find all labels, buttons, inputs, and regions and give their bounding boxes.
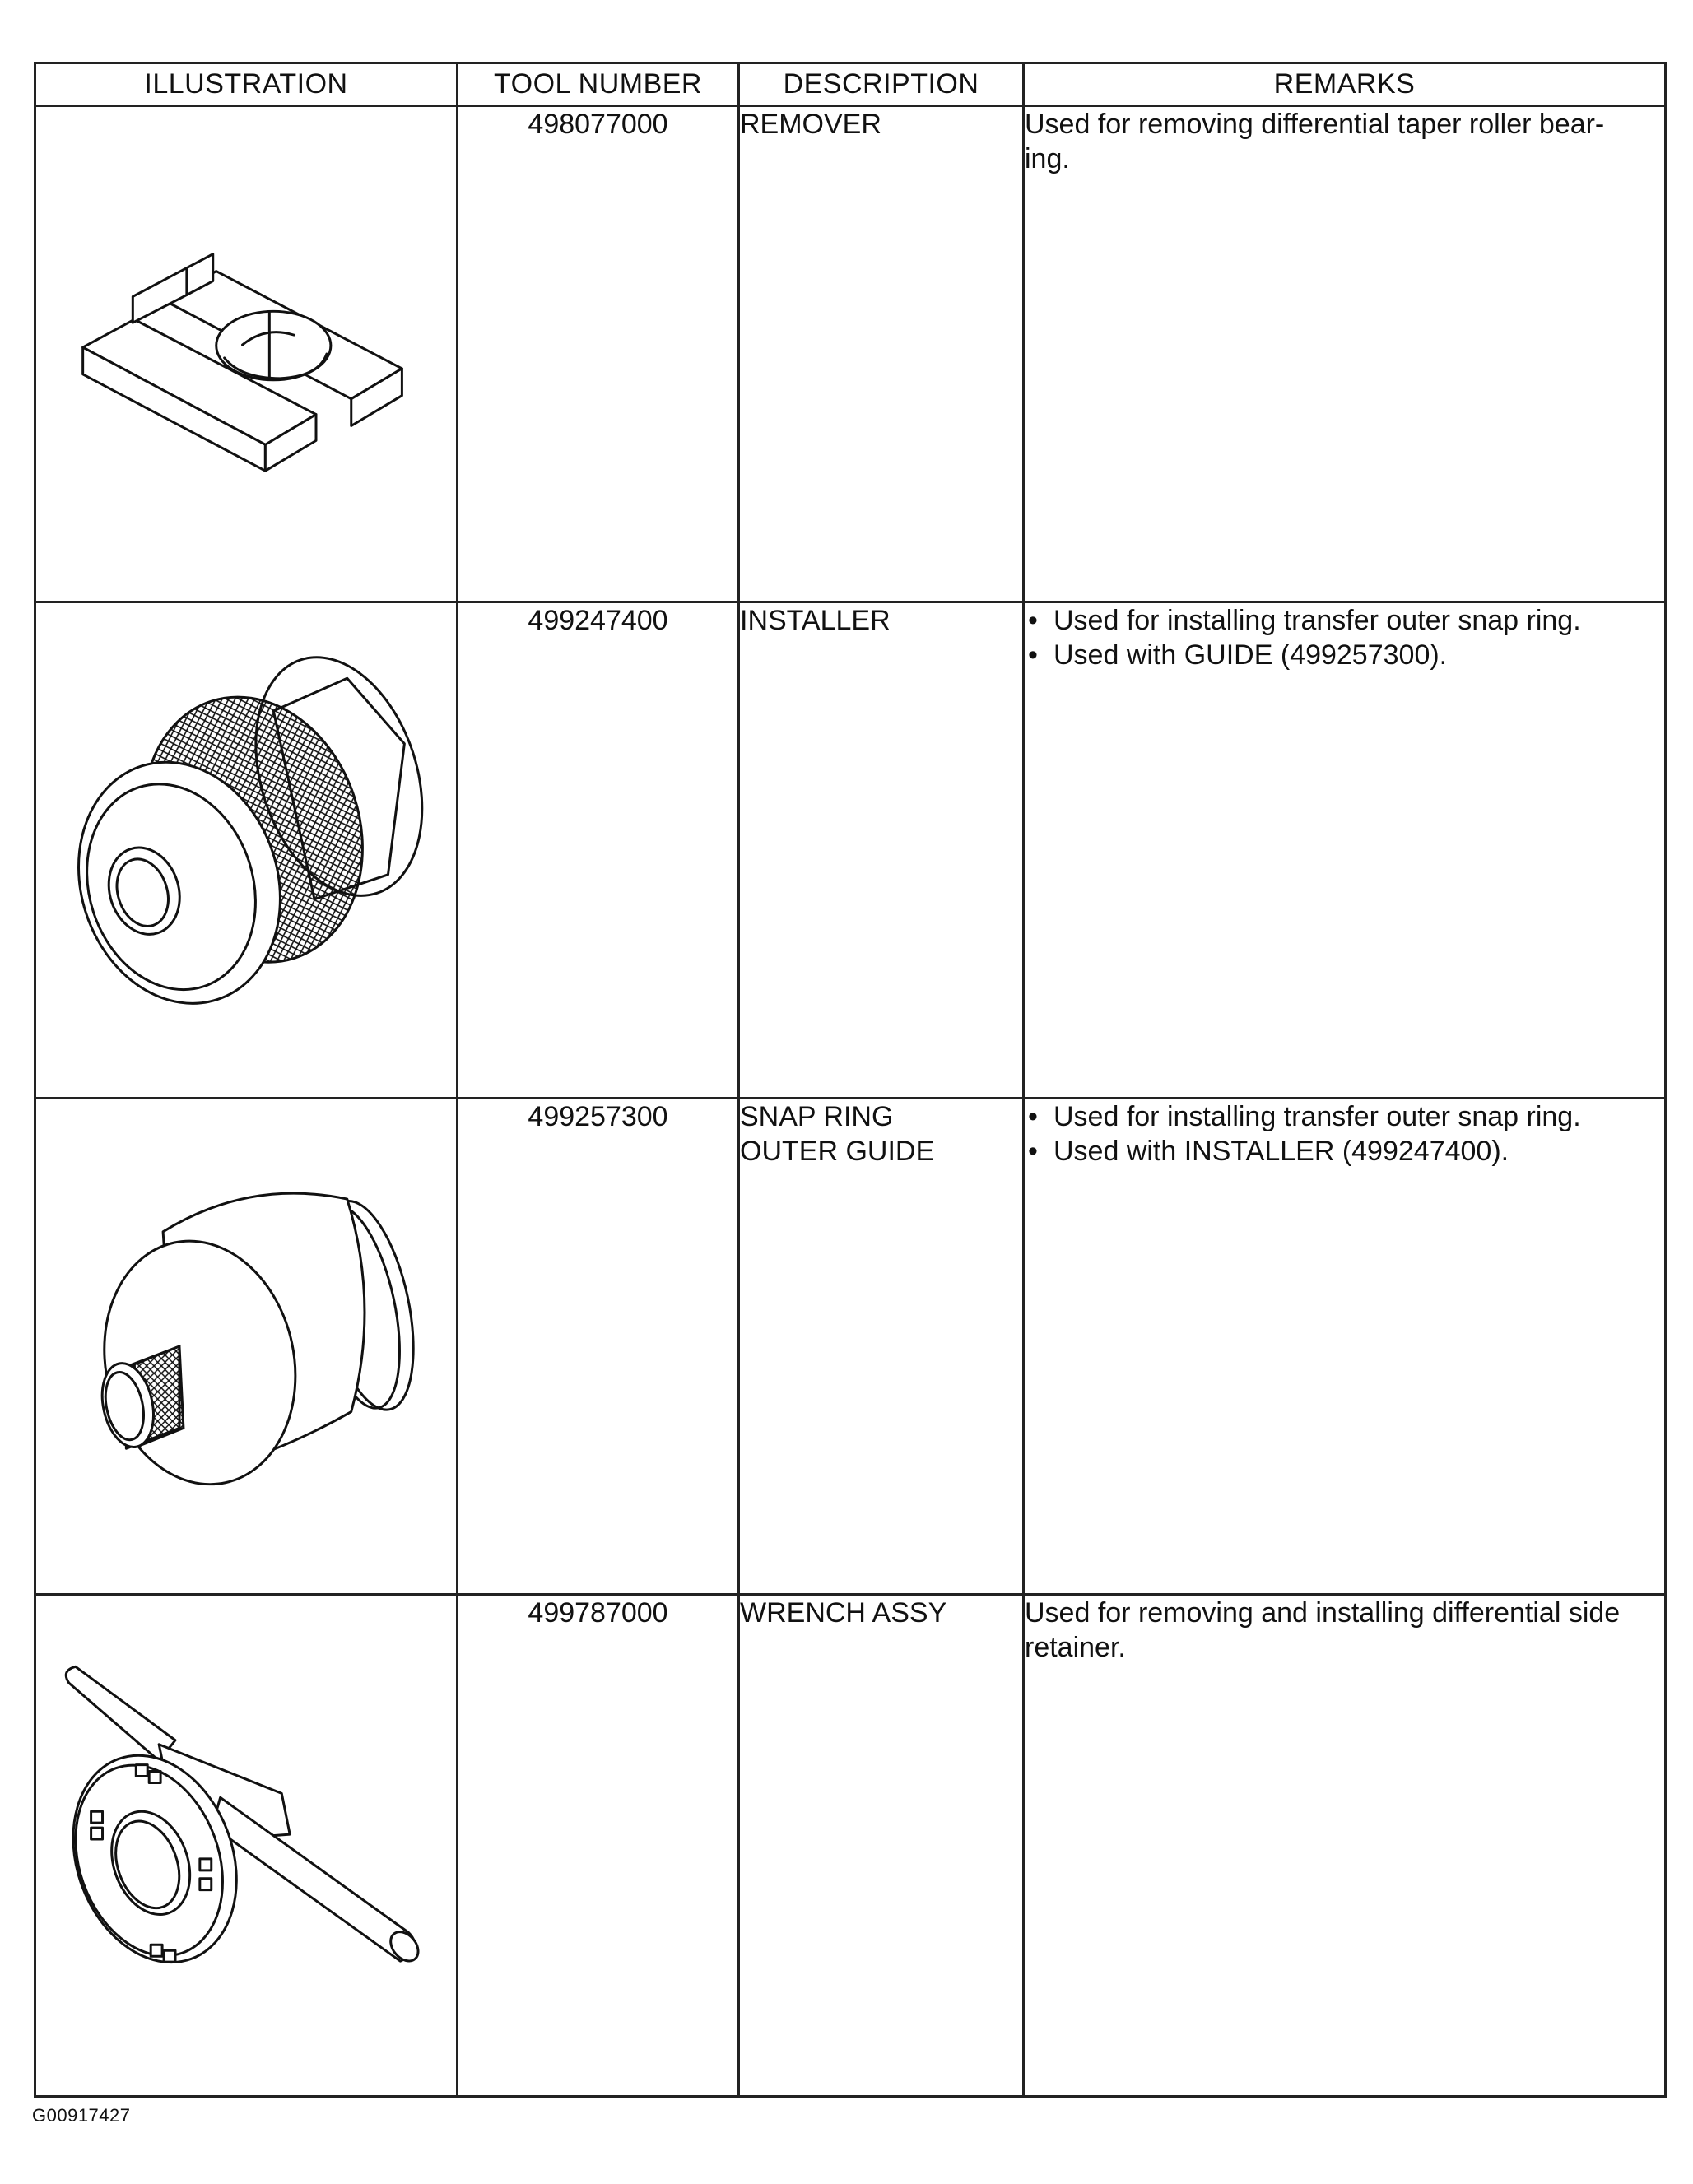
remarks-cell (1024, 106, 1666, 602)
illustration-cell (35, 602, 458, 1099)
illustration-cell (35, 106, 458, 602)
remarks-cell (1024, 1099, 1666, 1595)
special-tools-table (34, 62, 1667, 2098)
table-row (35, 1099, 1666, 1595)
figure-id: G00917427 (32, 2105, 131, 2126)
description-cell (739, 1595, 1024, 2097)
header-remarks: REMARKS (1024, 63, 1666, 106)
tool-number-cell: 498077000 (458, 106, 739, 602)
header-illustration: ILLUSTRATION (35, 63, 458, 106)
remarks-line: Used for removing and installing differential side (1025, 1597, 1621, 1629)
description-cell (739, 602, 1024, 1099)
description-line: INSTALLER (740, 605, 891, 636)
header-tool-number: TOOL NUMBER (458, 63, 739, 106)
wrench-assy-icon (36, 1596, 456, 2095)
description-cell (739, 106, 1024, 602)
remarks-line: • Used for installing transfer outer snap ring. (1025, 1099, 1664, 1134)
remarks-cell (1024, 602, 1666, 1099)
illustration-cell (35, 1595, 458, 2097)
remarks-line: • Used for installing transfer outer snap ring. (1025, 603, 1664, 638)
knurled-installer-icon (36, 603, 456, 1097)
remarks-list (1025, 603, 1664, 672)
remarks-line: • Used with GUIDE (499257300). (1025, 638, 1664, 672)
snap-ring-outer-guide-icon (36, 1099, 456, 1593)
description-line: OUTER GUIDE (740, 1136, 935, 1167)
split-plate-remover-icon (36, 107, 456, 601)
header-description: DESCRIPTION (739, 63, 1024, 106)
remarks-line: Used for removing differential taper roller bear- (1025, 109, 1605, 140)
table-row (35, 106, 1666, 602)
header-row (35, 63, 1666, 106)
table-row (35, 1595, 1666, 2097)
remarks-line: ing. (1025, 143, 1070, 174)
tool-number-cell: 499257300 (458, 1099, 739, 1595)
illustration-cell (35, 1099, 458, 1595)
remarks-cell (1024, 1595, 1666, 2097)
remarks-line: retainer. (1025, 1632, 1126, 1663)
description-line: WRENCH ASSY (740, 1597, 947, 1629)
description-cell (739, 1099, 1024, 1595)
description-line: REMOVER (740, 109, 881, 140)
table-row (35, 602, 1666, 1099)
description-line: SNAP RING (740, 1101, 894, 1132)
tool-number-cell: 499247400 (458, 602, 739, 1099)
tool-number-cell: 499787000 (458, 1595, 739, 2097)
remarks-line: • Used with INSTALLER (499247400). (1025, 1134, 1664, 1169)
remarks-list (1025, 1099, 1664, 1169)
